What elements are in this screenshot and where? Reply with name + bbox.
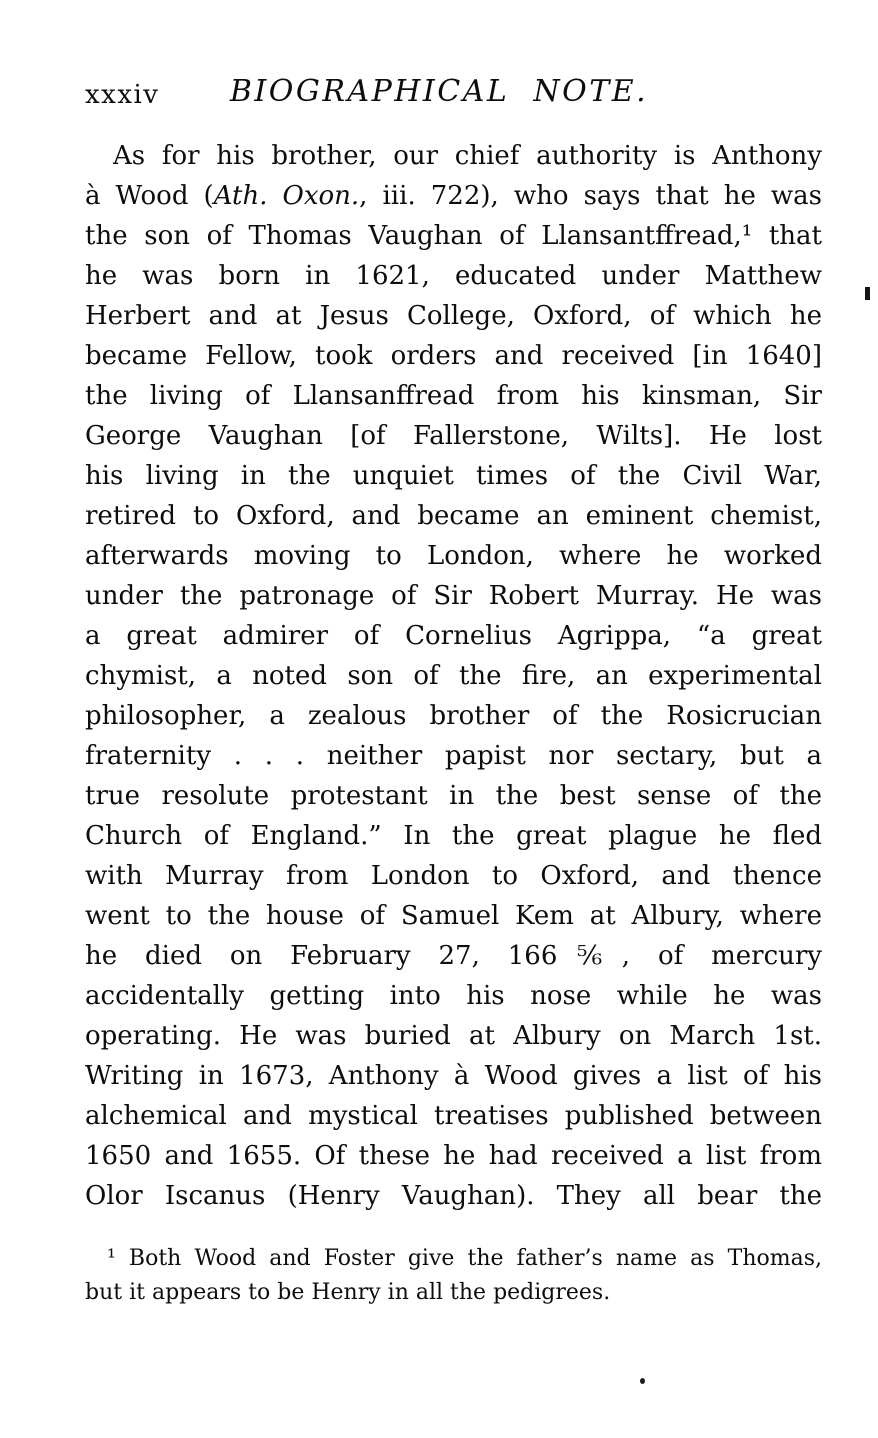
- text-line: true resolute protestant in the best sense of the: [85, 781, 822, 811]
- text-line: [85, 176, 822, 216]
- scan-artifact-dot: [640, 1378, 645, 1384]
- text-line: his living in the unquiet times of the Civil War,: [85, 461, 822, 491]
- text-line: retired to Oxford, and became an eminent chemist,: [85, 501, 822, 531]
- text-line: alchemical and mystical treatises published between: [85, 1101, 822, 1131]
- text-line: he died on February 27, 166⅚, of mercury: [85, 941, 822, 971]
- italic-citation: Ath. Oxon.: [213, 181, 360, 211]
- text-line: accidentally getting into his nose while he was: [85, 981, 822, 1011]
- text-line: As for his brother, our chief authority is Anthony: [113, 141, 822, 171]
- text-line: chymist, a noted son of the fire, an experimental: [85, 661, 822, 691]
- body-text: [85, 136, 822, 1216]
- text-line: under the patronage of Sir Robert Murray. He was: [85, 581, 822, 611]
- text-line: a great admirer of Cornelius Agrippa, “a great: [85, 621, 822, 651]
- text-line: fraternity . . . neither papist nor sectary, but a: [85, 741, 822, 771]
- text-line: philosopher, a zealous brother of the Rosicrucian: [85, 701, 822, 731]
- text-line: 1650 and 1655. Of these he had received a list from: [85, 1141, 822, 1171]
- text-line: Church of England.” In the great plague he fled: [85, 821, 822, 851]
- folio-number: xxxiv: [85, 80, 160, 110]
- text-segment: , iii. 722), who says that he was: [359, 181, 822, 211]
- text-line: the living of Llansanffread from his kinsman, Sir: [85, 381, 822, 411]
- text-line: he was born in 1621, educated under Matthew: [85, 261, 822, 291]
- text-line: operating. He was buried at Albury on March 1st.: [85, 1021, 822, 1051]
- text-line: Herbert and at Jesus College, Oxford, of which he: [85, 301, 822, 331]
- text-line: afterwards moving to London, where he worked: [85, 541, 822, 571]
- page-header: [0, 74, 878, 116]
- text-line: Writing in 1673, Anthony à Wood gives a list of his: [85, 1061, 822, 1091]
- text-line: became Fellow, took orders and received [in 1640]: [85, 341, 822, 371]
- text-segment: à Wood (: [85, 181, 214, 211]
- text-line: Olor Iscanus (Henry Vaughan). They all bear the: [85, 1181, 822, 1211]
- footnote-line: ¹ Both Wood and Foster give the father’s name as Thomas,: [107, 1246, 822, 1271]
- text-line: the son of Thomas Vaughan of Llansantffread,¹ that: [85, 221, 822, 251]
- text-line: went to the house of Samuel Kem at Albury, where: [85, 901, 822, 931]
- footnote: [85, 1242, 822, 1310]
- footnote-line: but it appears to be Henry in all the pedigrees.: [85, 1280, 611, 1305]
- scan-artifact-dash: [865, 287, 870, 300]
- text-line: with Murray from London to Oxford, and thence: [85, 861, 822, 891]
- running-title: BIOGRAPHICAL NOTE.: [229, 74, 649, 109]
- text-line: George Vaughan [of Fallerstone, Wilts]. He lost: [85, 421, 822, 451]
